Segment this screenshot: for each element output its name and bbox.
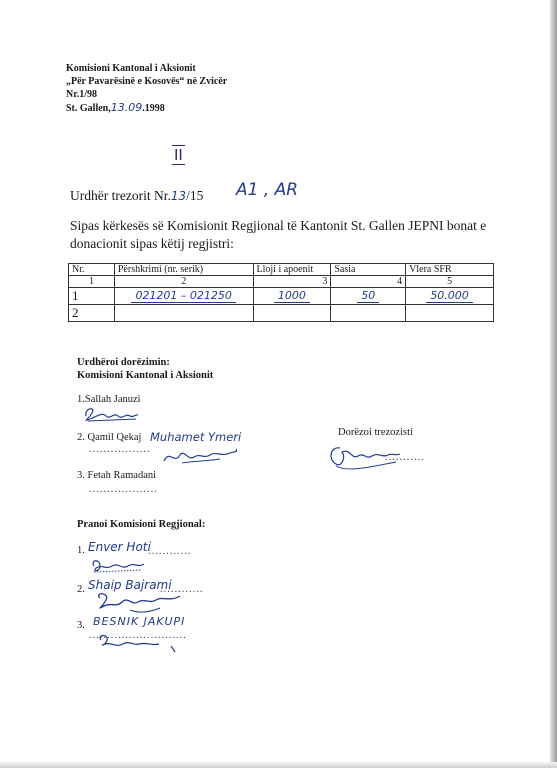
header-date-hand: 13.09 xyxy=(110,101,143,114)
received-num-2: 2. xyxy=(77,584,85,595)
paragraph-line2: donacionit sipas këtij regjistri: xyxy=(70,236,234,251)
table-header-cell: Vlera SFR xyxy=(406,264,494,276)
header-place: St. Gallen, xyxy=(66,103,111,114)
received-signature-1 xyxy=(88,556,148,578)
received-dots-2: ............ xyxy=(160,584,204,595)
row-apoen xyxy=(253,305,331,322)
table-index-cell: 3 xyxy=(253,276,331,288)
received-hand-3: BESNIK JAKUPI xyxy=(93,615,186,628)
row-apoen: 1000 xyxy=(253,288,331,305)
received-signature-3 xyxy=(95,632,185,656)
order-number-suffix: /15 xyxy=(186,188,204,203)
table-header-row xyxy=(69,264,494,276)
treasurer-label: Dorëzoi trezozisti xyxy=(338,427,413,438)
ordered-person-3: 3. Fetah Ramadani xyxy=(77,470,157,481)
ordered-person-1: 1.Sallah Januzi xyxy=(77,394,141,405)
header-date xyxy=(66,101,165,115)
received-signature-2 xyxy=(90,590,190,616)
table-header-cell: Përshkrimi (nr. serik) xyxy=(114,264,253,276)
table-index-cell: 2 xyxy=(114,276,253,288)
row-nr: 2 xyxy=(69,305,115,322)
row-nr: 1 xyxy=(69,288,115,305)
ordered-person-2: 2. Qamil Qekaj xyxy=(77,432,142,443)
register-table xyxy=(68,263,494,322)
ordered-person-2-hand: Muhamet Ymeri xyxy=(150,430,242,444)
header-org: Komisioni Kantonal i Aksionit xyxy=(66,63,196,74)
table-row xyxy=(69,288,494,305)
ordered-person-3-dots: ................... xyxy=(89,484,158,495)
ordered-by-org: Komisioni Kantonal i Aksionit xyxy=(77,370,214,381)
table-index-cell: 4 xyxy=(331,276,406,288)
table-index-cell: 5 xyxy=(406,276,494,288)
row-serial xyxy=(114,305,253,322)
row-vlera: 50.000 xyxy=(406,288,494,305)
header-year: .1998 xyxy=(142,103,165,114)
header-org-quote: „Për Pavarësinë e Kosovës“ në Zvicër xyxy=(66,76,228,87)
page-edge-shadow xyxy=(550,0,557,768)
received-num-3: 3. xyxy=(77,620,85,631)
received-hand-1: Enver Hoti xyxy=(88,540,151,554)
order-code-hand: A1 , AR xyxy=(236,180,299,200)
paragraph-line1: Sipas kërkesës së Komisionit Regjional të Kantonit St. Gallen JEPNI bonat e xyxy=(70,218,487,233)
received-hand-2: Shaip Bajrami xyxy=(88,578,172,592)
table-header-cell: Lloji i apoenit xyxy=(253,264,331,276)
order-number-hand: 13 xyxy=(170,189,187,203)
order-line xyxy=(70,187,203,205)
table-header-cell: Nr. xyxy=(69,264,115,276)
ordered-by-title: Urdhëroi dorëzimin: xyxy=(77,357,170,368)
table-header-cell: Sasia xyxy=(331,264,406,276)
page-bottom-edge xyxy=(0,762,557,768)
signature-1 xyxy=(80,404,142,424)
signature-2 xyxy=(160,443,240,467)
received-dots-3: ........................... xyxy=(89,630,187,641)
row-sasia: 50 xyxy=(331,288,406,305)
ordered-person-2-dots: ................. xyxy=(89,444,151,455)
treasurer-dots: ........... xyxy=(385,452,425,463)
table-row xyxy=(69,305,494,322)
table-index-cell: 1 xyxy=(69,276,115,288)
order-label: Urdhër trezorit Nr. xyxy=(70,188,171,203)
received-dots-1: ............ xyxy=(148,546,192,557)
row-sasia xyxy=(331,305,406,322)
received-num-1: 1. xyxy=(77,545,85,556)
roman-numeral-mark: II xyxy=(174,146,183,164)
table-index-row xyxy=(69,276,494,288)
row-vlera xyxy=(406,305,494,322)
row-serial: 021201 – 021250 xyxy=(114,288,253,305)
received-title: Pranoi Komisioni Regjional: xyxy=(77,519,206,530)
header-number: Nr.1/98 xyxy=(66,89,98,100)
